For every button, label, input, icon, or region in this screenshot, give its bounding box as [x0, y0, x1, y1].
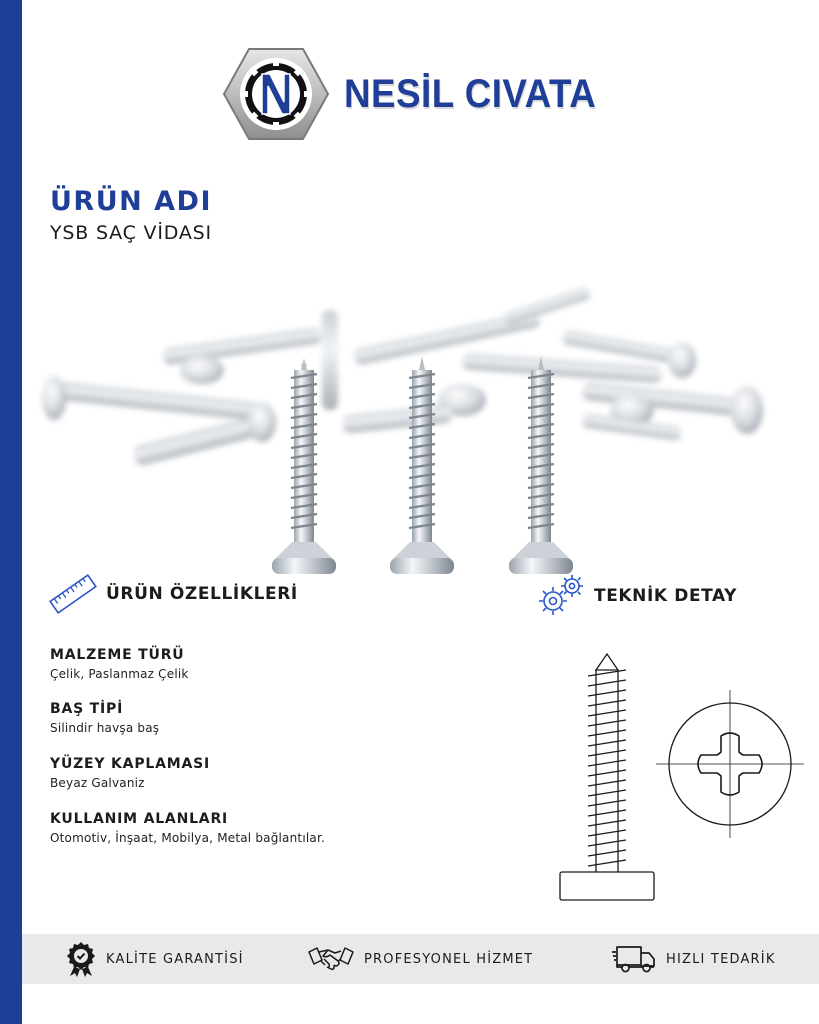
features-header — [48, 570, 298, 618]
product-name: YSB SAÇ VİDASI — [50, 222, 212, 244]
spec-value: Silindir havşa baş — [50, 721, 160, 735]
quality-badge-icon — [66, 941, 96, 977]
feature-fast-supply — [612, 934, 776, 984]
hex-gear-n-logo-icon — [222, 46, 330, 142]
spec-key: YÜZEY KAPLAMASI — [50, 756, 210, 772]
feature-label: PROFESYONEL HİZMET — [364, 951, 534, 967]
spec-value: Otomotiv, İnşaat, Mobilya, Metal bağlantılar. — [50, 831, 325, 845]
product-label: ÜRÜN ADI — [50, 186, 212, 217]
footer-bar — [22, 934, 819, 984]
spec-key: MALZEME TÜRÜ — [50, 647, 185, 663]
feature-label: KALİTE GARANTİSİ — [106, 951, 244, 967]
technical-header — [536, 573, 737, 619]
brand-logo — [222, 46, 618, 142]
left-accent-bar — [0, 0, 22, 1024]
feature-service — [308, 934, 533, 984]
spec-head-type — [50, 701, 159, 735]
product-photo — [22, 270, 819, 600]
gears-icon — [536, 573, 586, 619]
spec-value: Beyaz Galvaniz — [50, 776, 145, 790]
spec-material — [50, 647, 189, 681]
spec-surface-coating — [50, 756, 210, 790]
feature-quality — [66, 934, 244, 984]
technical-drawing — [540, 650, 810, 906]
handshake-icon — [308, 944, 354, 974]
spec-usage-areas — [50, 811, 325, 845]
feature-label: HIZLI TEDARİK — [666, 951, 776, 967]
delivery-truck-icon — [612, 944, 656, 974]
spec-value: Çelik, Paslanmaz Çelik — [50, 667, 189, 681]
spec-key: BAŞ TİPİ — [50, 701, 124, 717]
spec-key: KULLANIM ALANLARI — [50, 811, 229, 827]
brand-name: NESİL CIVATA — [344, 71, 597, 116]
ruler-icon — [48, 570, 98, 618]
technical-title: TEKNİK DETAY — [594, 586, 738, 606]
features-title: ÜRÜN ÖZELLİKLERİ — [106, 584, 298, 604]
